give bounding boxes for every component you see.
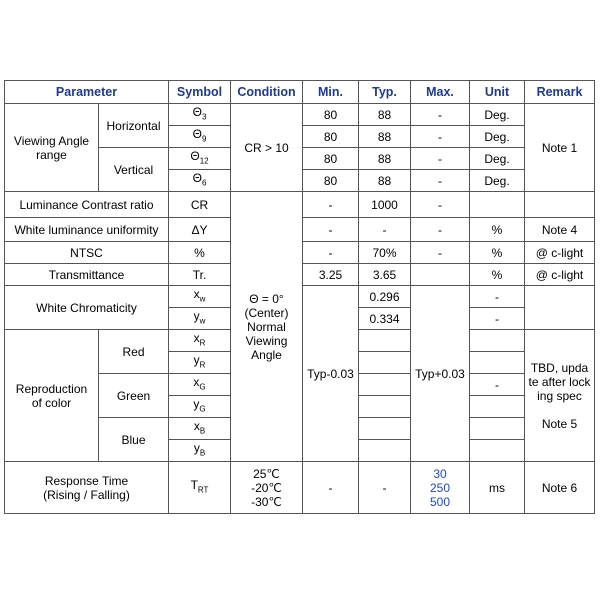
unit-cell [470,396,525,418]
unit-cell: % [470,264,525,286]
typ-cell [359,330,411,352]
remark-cell: Note 4 [525,218,595,242]
header-unit: Unit [470,81,525,104]
typ-cell: - [359,218,411,242]
typ-cell: 88 [359,104,411,126]
reproduction-remark: TBD, upda te after lock ing spec Note 5 [525,330,595,462]
typ-cell [359,396,411,418]
header-min: Min. [303,81,359,104]
vertical-label: Vertical [99,148,169,192]
typ-cell: 0.334 [359,308,411,330]
min-cell: 80 [303,104,359,126]
remark-cell: Note 6 [525,462,595,514]
remark-cell [525,286,595,330]
remark-cell: @ c-light [525,264,595,286]
symbol-cell: $y_R$ [169,352,231,374]
unit-cell: Deg. [470,148,525,170]
unit-cell [470,330,525,352]
transmittance-label: Transmittance [5,264,169,286]
table-row [5,462,595,514]
center-condition: Θ = 0° (Center) Normal Viewing Angle [231,192,303,462]
symbol-cell: $x_G$ [169,374,231,396]
header-parameter: Parameter [5,81,169,104]
typ-cell [359,440,411,462]
symbol-cell: CR [169,192,231,218]
optical-spec-table [4,80,595,514]
max-cell: - [411,148,470,170]
white-chromaticity-label: White Chromaticity [5,286,169,330]
min-cell: - [303,218,359,242]
min-cell: 80 [303,148,359,170]
symbol-cell: $T_{RT}$ [169,462,231,514]
unit-cell: - [470,308,525,330]
unit-cell: - [470,374,525,396]
max-cell: - [411,126,470,148]
header-typ: Typ. [359,81,411,104]
min-cell: - [303,462,359,514]
reproduction-min: Typ-0.03 [303,286,359,462]
unit-cell [470,192,525,218]
unit-cell [470,440,525,462]
symbol-cell: $x_w$ [169,286,231,308]
typ-cell: 88 [359,126,411,148]
unit-cell: Deg. [470,104,525,126]
horizontal-label: Horizontal [99,104,169,148]
uniformity-label: White luminance uniformity [5,218,169,242]
viewing-remark: Note 1 [525,104,595,192]
typ-cell: 88 [359,170,411,192]
symbol-cell: $\Theta_9$ [169,126,231,148]
table-row [5,192,595,218]
symbol-cell: $x_B$ [169,418,231,440]
unit-cell: - [470,286,525,308]
symbol-cell: $y_G$ [169,396,231,418]
unit-cell: Deg. [470,126,525,148]
max-cell: - [411,192,470,218]
typ-cell: - [359,462,411,514]
reproduction-label: Reproduction of color [5,330,99,462]
unit-cell: % [470,242,525,264]
symbol-cell: $\Theta_6$ [169,170,231,192]
typ-cell: 70% [359,242,411,264]
min-cell: 80 [303,126,359,148]
symbol-cell: % [169,242,231,264]
typ-cell [359,352,411,374]
max-cell [411,264,470,286]
min-cell: - [303,242,359,264]
viewing-condition: CR > 10 [231,104,303,192]
ntsc-label: NTSC [5,242,169,264]
symbol-cell: $\Theta_3$ [169,104,231,126]
max-cell: - [411,242,470,264]
max-cell: - [411,104,470,126]
viewing-angle-label: Viewing Angle range [5,104,99,192]
symbol-cell: Tr. [169,264,231,286]
max-cell: - [411,218,470,242]
unit-cell [470,418,525,440]
typ-cell: 0.296 [359,286,411,308]
unit-cell [470,352,525,374]
red-label: Red [99,330,169,374]
header-row [5,81,595,104]
typ-cell: 3.65 [359,264,411,286]
symbol-cell: $x_R$ [169,330,231,352]
blue-label: Blue [99,418,169,462]
table-row [5,104,595,126]
unit-cell: Deg. [470,170,525,192]
typ-cell: 88 [359,148,411,170]
response-max: 30 250 500 [411,462,470,514]
max-cell: - [411,170,470,192]
response-condition: 25℃ -20℃ -30℃ [231,462,303,514]
reproduction-max: Typ+0.03 [411,286,470,462]
unit-cell: ms [470,462,525,514]
header-remark: Remark [525,81,595,104]
symbol-cell: ΔY [169,218,231,242]
header-symbol: Symbol [169,81,231,104]
unit-cell: % [470,218,525,242]
typ-cell [359,418,411,440]
min-cell: - [303,192,359,218]
symbol-cell: $y_w$ [169,308,231,330]
typ-cell: 1000 [359,192,411,218]
remark-cell: @ c-light [525,242,595,264]
symbol-cell: $y_B$ [169,440,231,462]
header-condition: Condition [231,81,303,104]
green-label: Green [99,374,169,418]
response-time-label: Response Time (Rising / Falling) [5,462,169,514]
symbol-cell: $\Theta_{12}$ [169,148,231,170]
min-cell: 3.25 [303,264,359,286]
remark-cell [525,192,595,218]
min-cell: 80 [303,170,359,192]
typ-cell [359,374,411,396]
contrast-label: Luminance Contrast ratio [5,192,169,218]
header-max: Max. [411,81,470,104]
